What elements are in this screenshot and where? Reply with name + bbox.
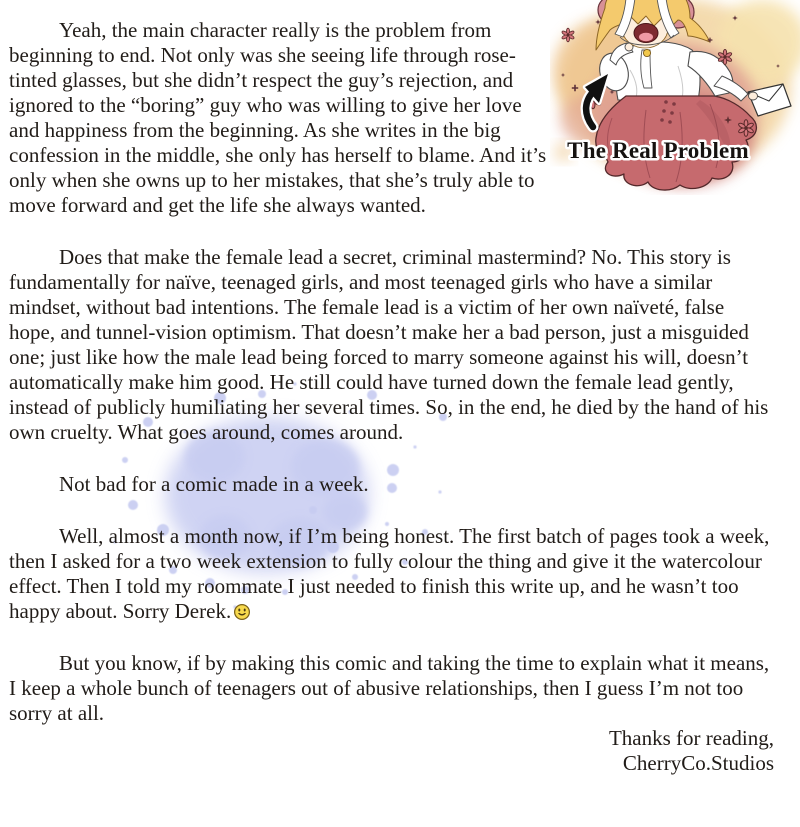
watercolor-girl-illustration xyxy=(550,0,800,195)
bell-pendant xyxy=(643,49,650,56)
paragraph-2: Does that make the female lead a secret, criminal mastermind? No. This story is fundamentally for naïve, teenaged girls, and most teenaged girls who have a similar mindset, without bad intentions. The female lead is a victim of her own naïveté, false hope, and tunnel-vision optimism. That doesn’t make her a bad person, just a misguided one; just like how the male lead being forced to marry someone against his will, doesn’t automatically make him good. He still could have turned down the female lead gently, instead of publicly humiliating her several times. So, in the end, he died by the hand of his own cruelty. What goes around, comes around. xyxy=(9,245,769,444)
paragraph-1: Yeah, the main character really is the problem from beginning to end. Not only was she seeing life through rose-tinted glasses, but she didn’t respect the guy’s rejection, and ignored to the “boring” guy who was willing to give her love and happiness from the beginning. As she writes in the big confession in the middle, she only has herself to blame. And it’s only when she owns up to her mistakes, that she’s truly able to move forward and get the life she always wanted. xyxy=(9,18,547,217)
paragraph-3: Not bad for a comic made in a week. xyxy=(59,472,369,496)
paragraph-5: But you know, if by making this comic and taking the time to explain what it means, I keep a whole bunch of teenagers out of abusive relationships, then I guess I’m not too sorry at all. xyxy=(9,651,770,725)
paragraph-4 xyxy=(9,524,774,624)
signoff xyxy=(9,726,774,776)
character-illustration xyxy=(560,0,800,176)
signoff-author: CherryCo.Studios xyxy=(622,751,774,775)
illustration-caption: The Real Problem xyxy=(567,138,749,163)
signoff-thanks: Thanks for reading, xyxy=(608,726,774,750)
paragraph-4-text: Well, almost a month now, if I’m being honest. The first batch of pages took a week, then I asked for a two week extension to fully colour the thing and give it the watercolour effect. Then I told my roommate I just needed to finish this write up, and he wasn’t too happy about. Sorry Derek. xyxy=(9,524,770,623)
smiley-emoji-icon xyxy=(233,603,251,621)
